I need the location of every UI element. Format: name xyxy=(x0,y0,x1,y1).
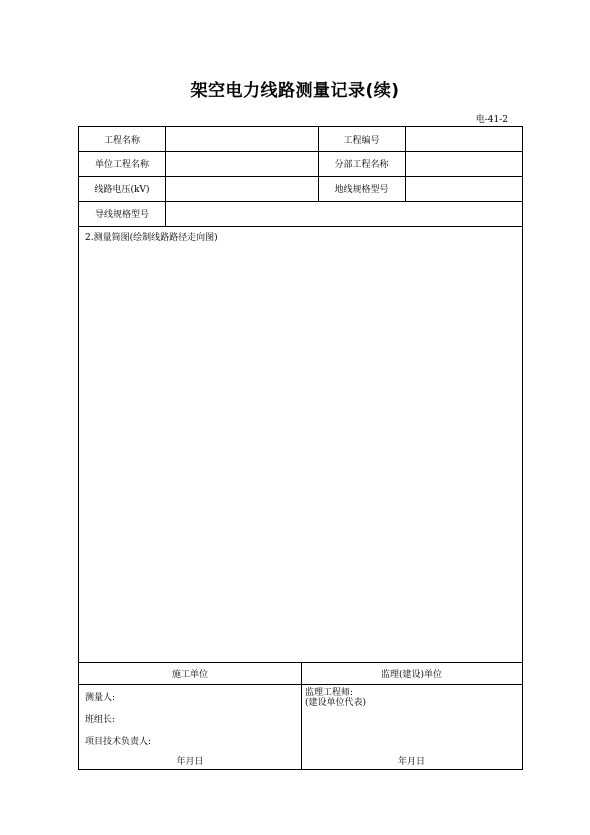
line-voltage-field[interactable] xyxy=(165,176,318,201)
sketch-label: 2.测量简图(绘制线路路径走向图) xyxy=(85,233,218,243)
sub-project-label: 分部工程名称 xyxy=(334,160,389,170)
sketch-area[interactable] xyxy=(79,226,522,662)
surveyor-label: 测量人: xyxy=(85,693,116,703)
ground-wire-field[interactable] xyxy=(405,176,522,201)
record-form xyxy=(78,126,523,770)
form-code: 电-41-2 xyxy=(475,115,508,125)
tech-lead-label: 项目技术负责人: xyxy=(85,737,152,747)
line-voltage-label: 线路电压(kV) xyxy=(94,185,150,195)
date-right: 年月日 xyxy=(397,757,425,767)
conductor-field[interactable] xyxy=(165,201,522,226)
project-name-label: 工程名称 xyxy=(103,135,140,146)
construction-unit-header: 施工单位 xyxy=(171,669,208,680)
owner-representative-label: (建设单位代表) xyxy=(305,698,367,708)
sub-project-field[interactable] xyxy=(405,151,522,176)
project-no-label: 工程编号 xyxy=(343,135,380,146)
unit-project-label: 单位工程名称 xyxy=(94,160,149,170)
supervision-signature-block[interactable] xyxy=(301,684,522,770)
project-name-field[interactable] xyxy=(165,127,318,151)
project-no-field[interactable] xyxy=(405,127,522,151)
page-title: 架空电力线路测量记录(续) xyxy=(190,81,400,101)
date-left: 年月日 xyxy=(176,757,204,767)
ground-wire-label: 地线规格型号 xyxy=(334,185,389,195)
team-leader-label: 班组长: xyxy=(85,715,116,725)
conductor-label: 导线规格型号 xyxy=(94,210,149,220)
supervision-unit-header: 监理(建设)单位 xyxy=(380,669,443,680)
supervisor-label: 监理工程师: xyxy=(305,688,354,698)
construction-signature-block[interactable] xyxy=(79,684,301,770)
unit-project-field[interactable] xyxy=(165,151,318,176)
